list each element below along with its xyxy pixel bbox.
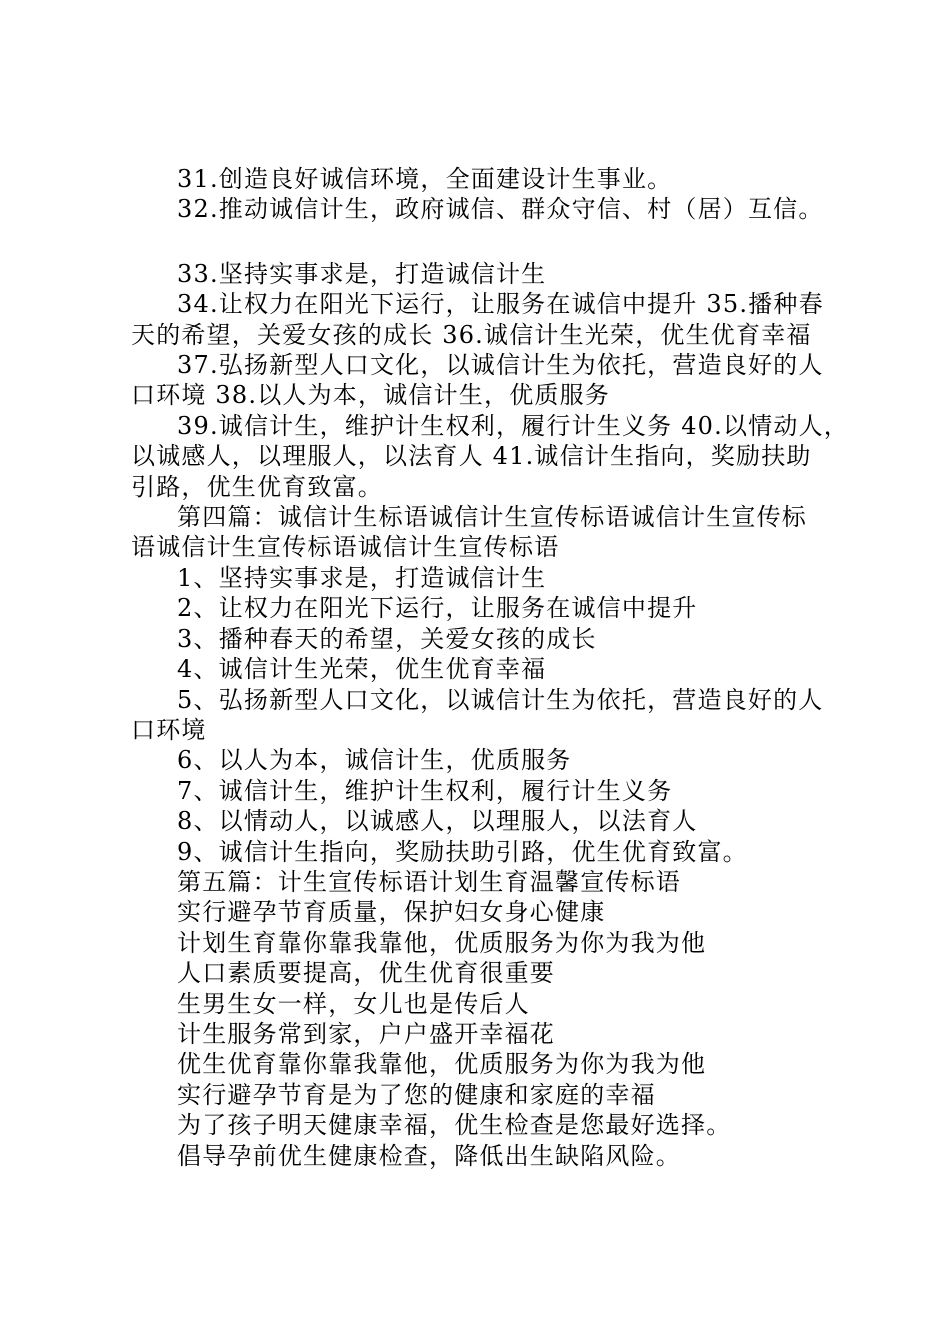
slogan-item: 实行避孕节育是为了您的健康和家庭的幸福 [177, 1080, 656, 1109]
list-item: 9、诚信计生指向，奖励扶助引路，优生优育致富。 [177, 837, 748, 866]
text-line: 以诚感人，以理服人，以法育人 41.诚信计生指向，奖励扶助 [131, 442, 812, 471]
text-line: 39.诚信计生，维护计生权利，履行计生义务 40.以情动人， [177, 411, 849, 440]
list-item: 4、诚信计生光荣，优生优育幸福 [177, 655, 547, 684]
section-heading-continued: 语诚信计生宣传标语诚信计生宣传标语 [131, 533, 560, 562]
paragraph-gap [131, 225, 843, 259]
slogan-item: 实行避孕节育质量，保护妇女身心健康 [177, 898, 606, 927]
list-item: 8、以情动人，以诚感人，以理服人，以法育人 [177, 807, 698, 836]
text-line: 引路，优生优育致富。 [131, 472, 383, 501]
slogan-item: 生男生女一样，女儿也是传后人 [177, 989, 530, 1018]
document-body [131, 164, 849, 1171]
list-item: 7、诚信计生，维护计生权利，履行计生义务 [177, 776, 673, 805]
list-item: 1、坚持实事求是，打造诚信计生 [177, 563, 547, 592]
text-line: 口环境 38.以人为本，诚信计生，优质服务 [131, 381, 610, 410]
section-heading: 第五篇：计生宣传标语计划生育温馨宣传标语 [177, 867, 681, 896]
text-line: 33.坚持实事求是，打造诚信计生 [177, 259, 547, 288]
list-item: 6、以人为本，诚信计生，优质服务 [177, 746, 572, 775]
list-item: 5、弘扬新型人口文化，以诚信计生为依托，营造良好的人 [177, 685, 824, 714]
slogan-item: 人口素质要提高，优生优育很重要 [177, 959, 555, 988]
text-line: 31.创造良好诚信环境，全面建设计生事业。 [177, 165, 673, 193]
text-line: 34.让权力在阳光下运行，让服务在诚信中提升 35.播种春 [177, 290, 824, 319]
list-item: 2、让权力在阳光下运行，让服务在诚信中提升 [177, 594, 698, 623]
list-item: 3、播种春天的希望，关爱女孩的成长 [177, 624, 597, 653]
slogan-item: 为了孩子明天健康幸福，优生检查是您最好选择。 [177, 1111, 732, 1140]
text-line: 32.推动诚信计生，政府诚信、群众守信、村（居）互信。 [177, 195, 824, 224]
text-line: 天的希望，关爱女孩的成长 36.诚信计生光荣，优生优育幸福 [131, 320, 812, 349]
text-line: 37.弘扬新型人口文化，以诚信计生为依托，营造良好的人 [177, 351, 824, 380]
list-item-continued: 口环境 [131, 715, 207, 744]
slogan-item: 优生优育靠你靠我靠他，优质服务为你为我为他 [177, 1050, 707, 1079]
slogan-item: 计生服务常到家，户户盛开幸福花 [177, 1019, 555, 1048]
section-heading: 第四篇：诚信计生标语诚信计生宣传标语诚信计生宣传标 [177, 503, 807, 532]
slogan-item: 倡导孕前优生健康检查，降低出生缺陷风险。 [177, 1141, 681, 1170]
slogan-item: 计划生育靠你靠我靠他，优质服务为你为我为他 [177, 928, 707, 957]
